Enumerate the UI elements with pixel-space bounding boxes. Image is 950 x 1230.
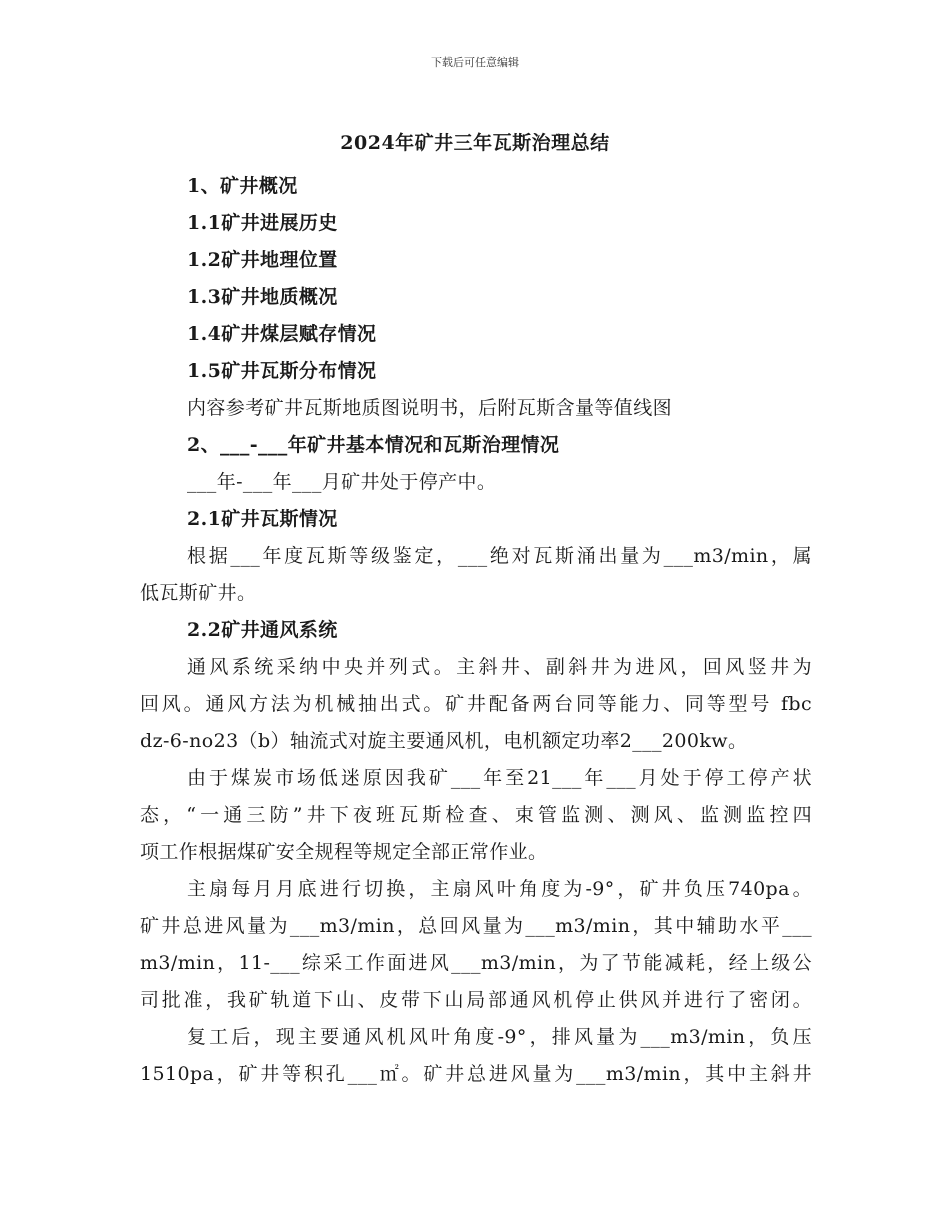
section-heading-2-1: 2.1矿井瓦斯情况 — [187, 508, 338, 530]
section-heading-1: 1、矿井概况 — [187, 175, 298, 197]
section-heading-1-3: 1.3矿井地质概况 — [187, 286, 338, 308]
paragraph-ventilation-line: 回风。通风方法为机械抽出式。矿井配备两台同等能力、同等型号 fbc — [140, 693, 812, 715]
paragraph-ventilation-line: 通风系统采纳中央并列式。主斜井、副斜井为进风，回风竖井为 — [187, 656, 812, 678]
section-heading-2-2: 2.2矿井通风系统 — [187, 619, 338, 641]
document-title: 2024年矿井三年瓦斯治理总结 — [340, 132, 610, 154]
paragraph-reference: 内容参考矿井瓦斯地质图说明书，后附瓦斯含量等值线图 — [187, 397, 673, 419]
section-heading-1-4: 1.4矿井煤层赋存情况 — [187, 323, 377, 345]
paragraph-gas-line: 根据___年度瓦斯等级鉴定，___绝对瓦斯涌出量为___m3/min，属 — [187, 545, 812, 567]
paragraph-market-line: 态，“一通三防”井下夜班瓦斯检查、束管监测、测风、监测监控四 — [140, 804, 812, 826]
paragraph-fan-line: 司批准，我矿轨道下山、皮带下山局部通风机停止供风并进行了密闭。 — [140, 989, 812, 1011]
section-heading-1-1: 1.1矿井进展历史 — [187, 212, 338, 234]
section-heading-2: 2、___-___年矿井基本情况和瓦斯治理情况 — [187, 434, 560, 456]
section-heading-1-2: 1.2矿井地理位置 — [187, 249, 338, 271]
document-body — [140, 168, 812, 1093]
paragraph-fan-line: 主扇每月月底进行切换，主扇风叶角度为-9°，矿井负压740pa。 — [187, 878, 812, 900]
paragraph-fan-line: m3/min，11-___综采工作面进风___m3/min，为了节能减耗，经上级公 — [140, 952, 812, 974]
paragraph-market-line: 由于煤炭市场低迷原因我矿___年至21___年___月处于停工停产状 — [187, 767, 812, 789]
section-heading-1-5: 1.5矿井瓦斯分布情况 — [187, 360, 377, 382]
paragraph-fan-line: 矿井总进风量为___m3/min，总回风量为___m3/min，其中辅助水平___ — [140, 915, 812, 937]
paragraph-resume-line: 复工后，现主要通风机风叶角度-9°，排风量为___m3/min，负压 — [187, 1026, 812, 1048]
paragraph-market-line: 项工作根据煤矿安全规程等规定全部正常作业。 — [140, 841, 548, 863]
paragraph-ventilation-line: dz-6-no23（b）轴流式对旋主要通风机，电机额定功率2___200kw。 — [140, 730, 748, 752]
paragraph-stop-period: ___年-___年___月矿井处于停产中。 — [187, 471, 497, 493]
page-header-note: 下载后可任意编辑 — [431, 56, 519, 69]
paragraph-gas-line: 低瓦斯矿井。 — [140, 582, 257, 604]
paragraph-resume-line: 1510pa，矿井等积孔___㎡。矿井总进风量为___m3/min，其中主斜井 — [140, 1063, 812, 1085]
